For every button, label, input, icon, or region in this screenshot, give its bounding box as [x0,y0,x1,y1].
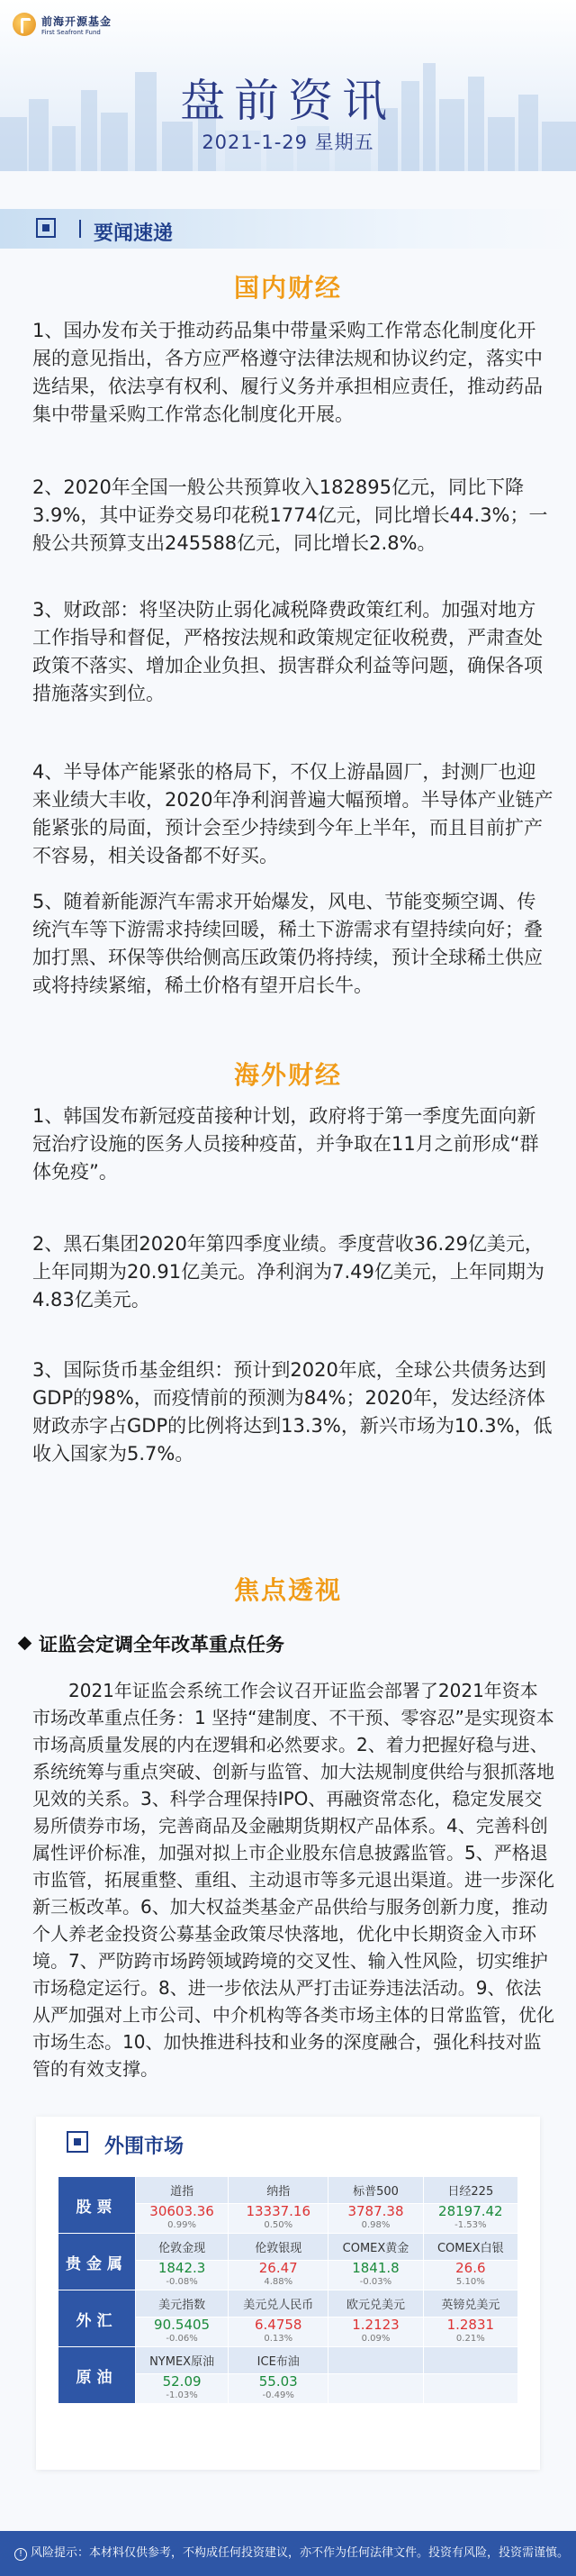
market-value-cell [136,2204,229,2234]
domestic-news-item: 5、随着新能源汽车需求开始爆发，风电、节能变频空调、传统汽车等下游需求持续回暖，稀土下游需求有望持续向好；叠加打黑、环保等供给侧高压政策仍将持续，预计全球稀土供应或将持续紧缩，稀土价格有望开启长牛。 [32,891,543,996]
market-value-cell [229,2374,328,2404]
square-bullet-icon [36,218,56,238]
market-value-cell [328,2261,423,2290]
market-price: 90.5405 [154,2317,211,2333]
market-instrument-name: 道指 [136,2177,229,2204]
divider [79,220,81,238]
market-instrument-name: ICE布油 [229,2347,328,2374]
market-instrument-name: 英镑兑美元 [423,2290,518,2317]
market-heading: 外围市场 [104,2136,184,2158]
market-row-label: 原油 [58,2347,136,2404]
market-instrument-name: 美元兑人民币 [229,2290,328,2317]
market-name-row [58,2234,518,2261]
brand-logo-icon [13,13,36,36]
brand-logo [13,13,112,36]
domestic-news-item: 4、半导体产能紧张的格局下，不仅上游晶圆厂，封测厂也迎来业绩大丰收，2020年净利润普遍大幅预增。半导体产业链产能紧张的局面，预计会至少持续到今年上半年，而且目前扩产不容易，相关设备都不好买。 [32,761,554,866]
brand-name-cn: 前海开源基金 [41,14,112,28]
market-price: 3787.38 [347,2203,404,2219]
market-price: 26.47 [258,2260,298,2276]
domestic-heading: 国内财经 [233,273,342,303]
market-change: 0.99% [167,2220,196,2230]
focus-heading: 焦点透视 [233,1575,342,1605]
market-price: 26.6 [455,2260,486,2276]
disclaimer-text: 风险提示：本材料仅供参考，不构成任何投资建议，亦不作为任何法律文件。投资有风险，投资需谨慎。 [31,2546,570,2560]
market-value-cell [136,2317,229,2347]
market-price: 52.09 [162,2373,202,2390]
market-change: 5.10% [455,2277,485,2287]
market-change: 0.98% [361,2220,391,2230]
market-price: 1.2123 [352,2317,400,2333]
market-price: 28197.42 [438,2203,503,2219]
market-value-cell [136,2261,229,2290]
market-value-cell [423,2374,518,2404]
market-value-cell [423,2317,518,2347]
market-change: -0.03% [359,2277,392,2287]
market-change: 0.21% [455,2334,485,2344]
market-instrument-name: 美元指数 [136,2290,229,2317]
market-panel [36,2117,540,2470]
market-name-row [58,2177,518,2204]
market-value-cell [229,2317,328,2347]
brand-name-en: First Seafront Fund [41,28,101,36]
market-instrument-name: 伦敦银现 [229,2234,328,2261]
market-change: 0.13% [264,2334,293,2344]
market-change: -0.08% [166,2277,198,2287]
market-change: 4.88% [264,2277,293,2287]
market-value-cell [229,2204,328,2234]
page-title: 盘前资讯 [180,75,396,127]
news-section-header [0,209,576,249]
domestic-news-item: 2、2020年全国一般公共预算收入182895亿元，同比下降3.9%，其中证券交易印花税1774亿元，同比增长44.3%；一般公共预算支出245588亿元，同比增长2.8%。 [32,476,548,554]
market-value-cell [423,2204,518,2234]
footer-disclaimer [0,2531,576,2576]
market-change: -0.49% [262,2390,294,2400]
market-name-row [58,2347,518,2374]
market-instrument-name: NYMEX原油 [136,2347,229,2374]
market-table [58,2176,518,2404]
market-instrument-name: 标普500 [328,2177,423,2204]
page-date: 2021-1-29 星期五 [202,132,374,153]
market-instrument-name: 纳指 [229,2177,328,2204]
market-price: 30603.36 [149,2203,214,2219]
market-change: 0.09% [361,2334,391,2344]
market-value-cell [328,2374,423,2404]
news-section-label: 要闻速递 [94,222,174,245]
market-instrument-name: COMEX黄金 [328,2234,423,2261]
page-header [0,0,576,171]
market-price: 1842.3 [158,2260,206,2276]
market-price: 13337.16 [246,2203,311,2219]
diamond-bullet-icon [18,1637,32,1651]
market-value-cell [328,2204,423,2234]
market-row-label: 股票 [58,2177,136,2234]
domestic-news-item: 3、财政部：将坚决防止弱化减税降费政策红利。加强对地方工作指导和督促，严格按法规和政策规定征收税费，严肃查处政策不落实、增加企业负担、损害群众利益等问题，确保各项措施落实到位。 [32,599,543,704]
market-change: -1.03% [166,2390,198,2400]
market-row-label: 贵金属 [58,2234,136,2290]
market-value-cell [328,2317,423,2347]
market-instrument-name: 欧元兑美元 [328,2290,423,2317]
market-instrument-name [423,2347,518,2374]
overseas-news-item: 3、国际货币基金组织：预计到2020年底，全球公共债务达到GDP的98%，而疫情前的预测为84%；2020年，发达经济体财政赤字占GDP的比例将达到13.3%，新兴市场为10.3%，低收入国家为5.7%。 [32,1359,553,1465]
market-value-cell [136,2374,229,2404]
market-change: 0.50% [264,2220,293,2230]
market-value-cell [423,2261,518,2290]
market-instrument-name: COMEX白银 [423,2234,518,2261]
market-change: -0.06% [166,2334,198,2344]
info-icon: ! [14,2548,27,2561]
market-price: 1.2831 [446,2317,495,2333]
overseas-heading: 海外财经 [233,1060,342,1090]
market-name-row [58,2290,518,2317]
market-instrument-name: 伦敦金现 [136,2234,229,2261]
focus-body: 2021年证监会系统工作会议召开证监会部署了2021年资本市场改革重点任务：1 坚持“建制度、不干预、零容忍”是实现资本市场高质量发展的内在逻辑和必然要求。2、着力把握好稳与进、系统统筹与重点突破、创新与监管、加大法规制度供给与狠抓落地见效的关系。3、科学合理保持IPO、再融资常态化，稳定发展交易所债券市场，完善商品及金融期货期权产品体系。4、完善科创属性评价标准，加强对拟上市企业股东信息披露监管。5、严格退市监管，拓展重整、重组、主动退市等多元退出渠道。进一步深化新三板改革。6、加大权益类基金产品供给与服务创新力度，推动个人养老金投资公募基金政策尽快落地，优化中长期资金入市环境。7、严防跨市场跨领域跨境的交叉性、输入性风险，切实维护市场稳定运行。8、进一步依法从严打击证券违法活动。9、依法从严加强对上市公司、中介机构等各类市场主体的日常监管，优化市场生态。10、加快推进科技和业务的深度融合，强化科技对监管的有效支撑。 [32,1680,554,2080]
market-change: -1.53% [454,2220,487,2230]
overseas-news-item: 1、韩国发布新冠疫苗接种计划，政府将于第一季度先面向新冠治疗设施的医务人员接种疫苗，并争取在11月之前形成“群体免疫”。 [32,1105,539,1183]
market-panel-header [36,2117,540,2171]
overseas-news-item: 2、黑石集团2020年第四季度业绩。季度营收36.29亿美元，上年同期为20.91亿美元。净利润为7.49亿美元，上年同期为4.83亿美元。 [32,1233,544,1311]
market-price: 55.03 [258,2373,298,2390]
focus-topic-title: 证监会定调全年改革重点任务 [39,1634,284,1655]
market-instrument-name [328,2347,423,2374]
market-value-cell [229,2261,328,2290]
market-row-label: 外汇 [58,2290,136,2347]
market-price: 1841.8 [352,2260,400,2276]
market-price: 6.4758 [254,2317,302,2333]
market-instrument-name: 日经225 [423,2177,518,2204]
square-bullet-icon [67,2131,88,2153]
focus-topic [20,1630,284,1657]
domestic-news-item: 1、国办发布关于推动药品集中带量采购工作常态化制度化开展的意见指出，各方应严格遵守法律法规和协议约定，落实中选结果，依法享有权利、履行义务并承担相应责任，推动药品集中带量采购工作常态化制度化开展。 [32,320,543,425]
